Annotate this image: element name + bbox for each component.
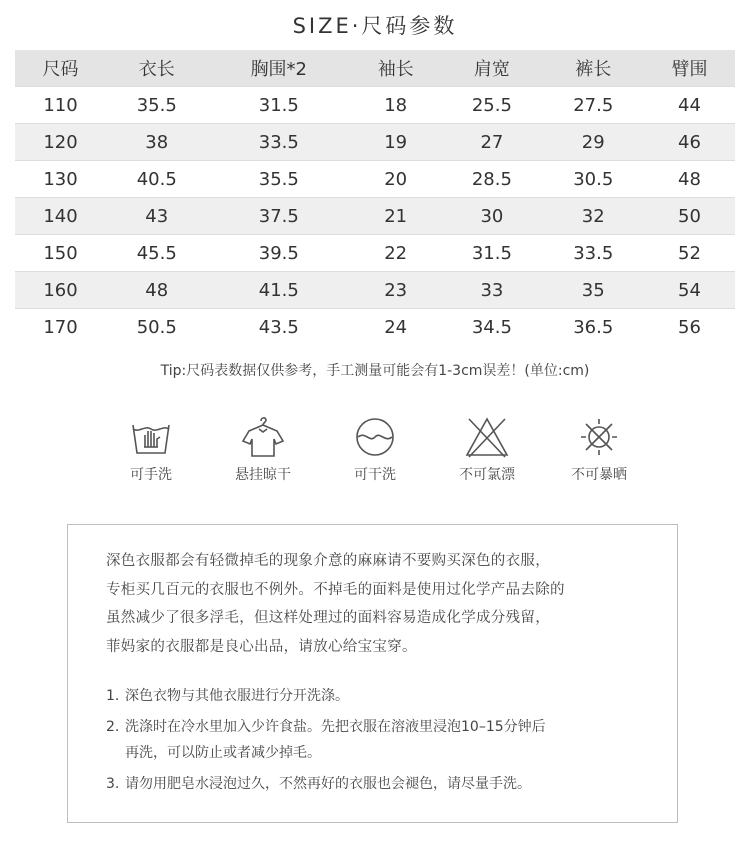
table-cell: 170 [43,316,78,338]
table-row [15,124,735,161]
table-cell: 44 [678,94,701,116]
table-cell: 140 [43,205,78,227]
table-cell: 23 [384,279,408,301]
list-item [106,714,666,766]
col-header-shoulder: 肩宽 [473,59,510,80]
title-en: SIZE· [292,14,362,38]
table-cell: 41.5 [258,279,299,301]
list-text: 请勿用肥皂水浸泡过久，不然再好的衣服也会褪色，请尽量手洗。 [125,776,531,792]
table-cell: 35.5 [258,168,299,190]
col-header-chest: 胸围*2 [250,59,308,80]
care-item-dry-clean [319,415,431,490]
col-header-size: 尺码 [42,59,79,80]
list-text-continued: 再洗，可以防止或者减少掉毛。 [125,745,321,761]
table-cell: 52 [678,242,701,264]
list-item [106,771,666,797]
table-cell: 33 [480,279,504,301]
table-cell: 32 [581,205,605,227]
list-item [106,683,666,709]
table-cell: 160 [43,279,78,301]
table-cell: 50.5 [136,316,177,338]
table-cell: 31.5 [258,94,299,116]
table-cell: 34.5 [471,316,512,338]
page-title [0,10,750,40]
table-cell: 19 [384,131,408,153]
table-cell: 46 [678,131,701,153]
table-row [15,309,735,346]
table-cell: 50 [678,205,701,227]
list-text: 洗涤时在冷水里加入少许食盐。先把衣服在溶液里浸泡10–15分钟后 [125,719,546,735]
table-cell: 22 [384,242,408,264]
table-cell: 21 [384,205,408,227]
table-cell: 33.5 [258,131,299,153]
col-header-pants: 裤长 [575,59,612,80]
list-number: 2. [106,719,120,735]
table-cell: 33.5 [573,242,614,264]
list-text: 深色衣物与其他衣服进行分开洗涤。 [125,688,349,704]
paragraph-line: 专柜买几百元的衣服也不例外。不掉毛的面料是使用过化学产品去除的 [106,581,565,598]
table-cell: 37.5 [258,205,299,227]
table-cell: 110 [43,94,78,116]
paragraph-line: 虽然减少了很多浮毛，但这样处理过的面料容易造成化学成分残留， [106,610,550,626]
list-number: 1. [106,688,120,704]
table-cell: 30.5 [573,168,614,190]
hang-dry-icon [239,415,287,459]
measurement-tip: Tip:尺码表数据仅供参考，手工测量可能会有1-3cm误差！(单位:cm) [160,363,590,379]
table-cell: 39.5 [258,242,299,264]
care-label: 可干洗 [354,467,396,483]
table-row [15,272,735,309]
notes-paragraph [106,547,666,661]
care-item-hang-dry [207,415,319,490]
table-cell: 48 [145,279,169,301]
table-cell: 43 [145,205,169,227]
size-table [15,50,735,345]
table-cell: 25.5 [471,94,512,116]
table-cell: 27 [480,131,504,153]
no-sun-icon [575,415,623,459]
care-item-hand-wash [95,415,207,490]
paragraph-line: 菲妈家的衣服都是良心出品，请放心给宝宝穿。 [106,638,417,655]
table-cell: 35.5 [136,94,177,116]
table-row [15,161,735,198]
table-row [15,198,735,235]
hand-wash-icon [127,415,175,459]
table-cell: 18 [384,94,408,116]
table-cell: 20 [384,168,408,190]
col-header-sleeve: 袖长 [377,59,414,80]
table-cell: 30 [480,205,504,227]
care-label: 可手洗 [130,467,172,483]
table-cell: 38 [145,131,169,153]
table-cell: 45.5 [136,242,177,264]
table-cell: 48 [678,168,701,190]
no-bleach-icon [463,415,511,459]
care-item-no-bleach [431,415,543,490]
table-cell: 43.5 [258,316,299,338]
notes-list [106,683,666,802]
table-cell: 24 [384,316,408,338]
notes-box [67,524,678,823]
table-row [15,235,735,272]
care-label: 悬挂晾干 [235,467,291,483]
table-row [15,87,735,124]
dry-clean-icon [351,415,399,459]
table-cell: 27.5 [573,94,614,116]
care-label: 不可暴晒 [571,467,627,483]
table-cell: 120 [43,131,78,153]
paragraph-line: 深色衣服都会有轻微掉毛的现象介意的麻麻请不要购买深色的衣服， [106,553,550,569]
care-label: 不可氯漂 [459,467,515,483]
table-header-row [15,50,735,87]
table-cell: 56 [678,316,701,338]
table-cell: 28.5 [471,168,512,190]
table-cell: 36.5 [573,316,614,338]
col-header-length: 衣长 [138,59,175,80]
table-cell: 31.5 [471,242,512,264]
table-cell: 130 [43,168,78,190]
care-instructions [95,415,655,490]
table-cell: 40.5 [136,168,177,190]
table-cell: 29 [581,131,605,153]
list-number: 3. [106,776,120,792]
title-zh: 尺码参数 [361,14,458,38]
care-item-no-sun [543,415,655,490]
table-cell: 150 [43,242,78,264]
table-cell: 54 [678,279,701,301]
table-cell: 35 [581,279,605,301]
col-header-arm: 臂围 [671,59,708,80]
